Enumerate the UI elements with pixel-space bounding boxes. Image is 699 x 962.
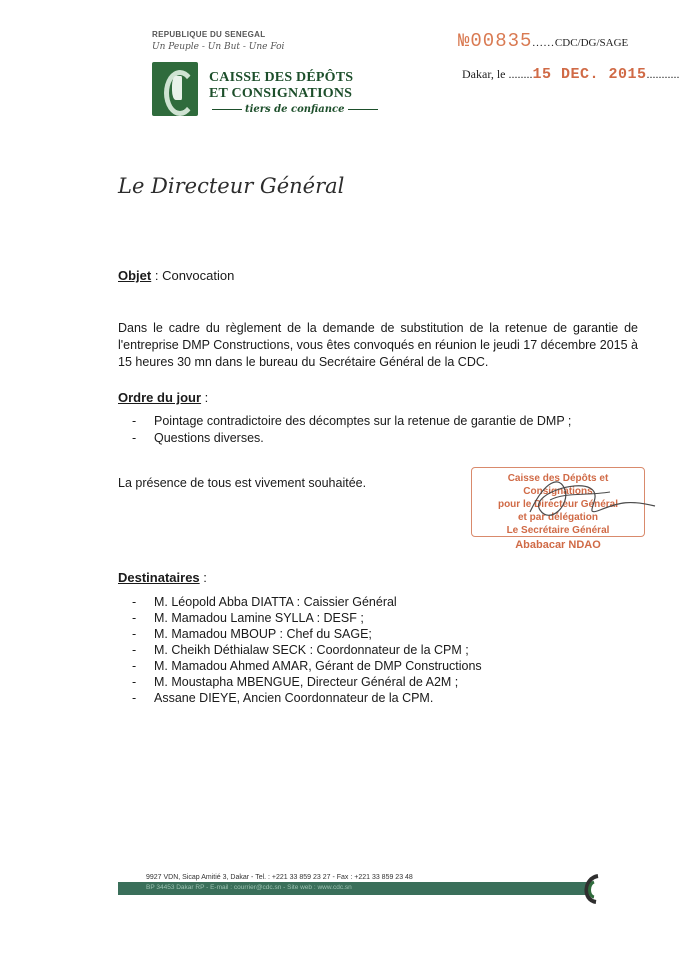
date-prefix: Dakar, le ........ bbox=[462, 67, 533, 81]
author-title: Le Directeur Général bbox=[118, 174, 345, 198]
closing-sentence: La présence de tous est vivement souhaitée. bbox=[118, 476, 367, 490]
brand-name-line1: CAISSE DES DÉPÔTS bbox=[209, 70, 354, 85]
government-motto: Un Peuple - Un But - Une Foi bbox=[152, 42, 285, 52]
recipient-item: - M. Mamadou Lamine SYLLA : DESF ; bbox=[132, 610, 482, 626]
reference-number: №00835 bbox=[458, 30, 533, 52]
cdc-logo-icon bbox=[152, 62, 198, 116]
footer-address: 9927 VDN, Sicap Amitié 3, Dakar - Tel. : +221 33 859 23 27 - Fax : +221 33 859 23 48 bbox=[146, 874, 413, 881]
stamp-line3: et par délégation bbox=[517, 512, 598, 523]
recipient-item: - M. Moustapha MBENGUE, Directeur Général de A2M ; bbox=[132, 674, 482, 690]
stamp-line2: pour le Directeur Général bbox=[497, 499, 619, 510]
reference-dots: ...... bbox=[532, 37, 555, 49]
agenda-item: - Pointage contradictoire des décomptes sur la retenue de garantie de DMP ; bbox=[132, 413, 571, 430]
recipients-colon: : bbox=[199, 570, 207, 585]
subject-label: Objet bbox=[118, 268, 152, 283]
stamp-line1: Caisse des Dépôts et Consignations bbox=[507, 473, 609, 497]
brand-name-line2: ET CONSIGNATIONS bbox=[209, 86, 353, 101]
agenda-label: Ordre du jour bbox=[118, 390, 202, 405]
stamp-signatory-name: Ababacar NDAO bbox=[515, 539, 601, 551]
date-suffix: ........... bbox=[646, 67, 680, 81]
reference-line bbox=[458, 30, 628, 52]
recipients-label: Destinataires bbox=[118, 570, 200, 585]
footer-bar-text: BP 34453 Dakar RP - E-mail : courrier@cdc.sn - Site web : www.cdc.sn bbox=[146, 884, 352, 891]
recipient-item: - M. Mamadou Ahmed AMAR, Gérant de DMP Constructions bbox=[132, 658, 482, 674]
date-stamp: 15 DEC. 2015 bbox=[532, 66, 647, 83]
signature-icon bbox=[490, 470, 660, 532]
recipient-item: - Assane DIEYE, Ancien Coordonnateur de la CPM. bbox=[132, 690, 482, 706]
recipients-list bbox=[132, 594, 482, 706]
subject-line bbox=[118, 268, 234, 283]
agenda-colon: : bbox=[201, 390, 209, 405]
stamp-line4: Le Secrétaire Général bbox=[506, 525, 610, 536]
agenda-list bbox=[132, 413, 571, 447]
recipient-item: - M. Cheikh Déthialaw SECK : Coordonnateur de la CPM ; bbox=[132, 642, 482, 658]
agenda-heading bbox=[118, 390, 208, 405]
recipient-item: - M. Mamadou MBOUP : Chef du SAGE; bbox=[132, 626, 482, 642]
body-paragraph: Dans le cadre du règlement de la demande de substitution de la retenue de garantie de l'entreprise DMP Constructions, vous êtes convoqués en réunion le jeudi 17 décembre 2015 à 15 heures 30 mn dans le bureau du Secrétaire Général de la CDC. bbox=[118, 321, 638, 369]
government-name: REPUBLIQUE DU SENEGAL bbox=[152, 30, 266, 39]
brand-tagline bbox=[209, 104, 381, 115]
brand-tagline-text: tiers de confiance bbox=[245, 104, 345, 115]
agenda-item: - Questions diverses. bbox=[132, 430, 571, 447]
footer-logo-icon bbox=[578, 872, 606, 906]
reference-suffix: CDC/DG/SAGE bbox=[554, 37, 629, 49]
subject-value: : Convocation bbox=[151, 268, 235, 283]
date-line bbox=[462, 66, 680, 83]
recipients-heading bbox=[118, 570, 207, 585]
recipient-item: - M. Léopold Abba DIATTA : Caissier Général bbox=[132, 594, 482, 610]
